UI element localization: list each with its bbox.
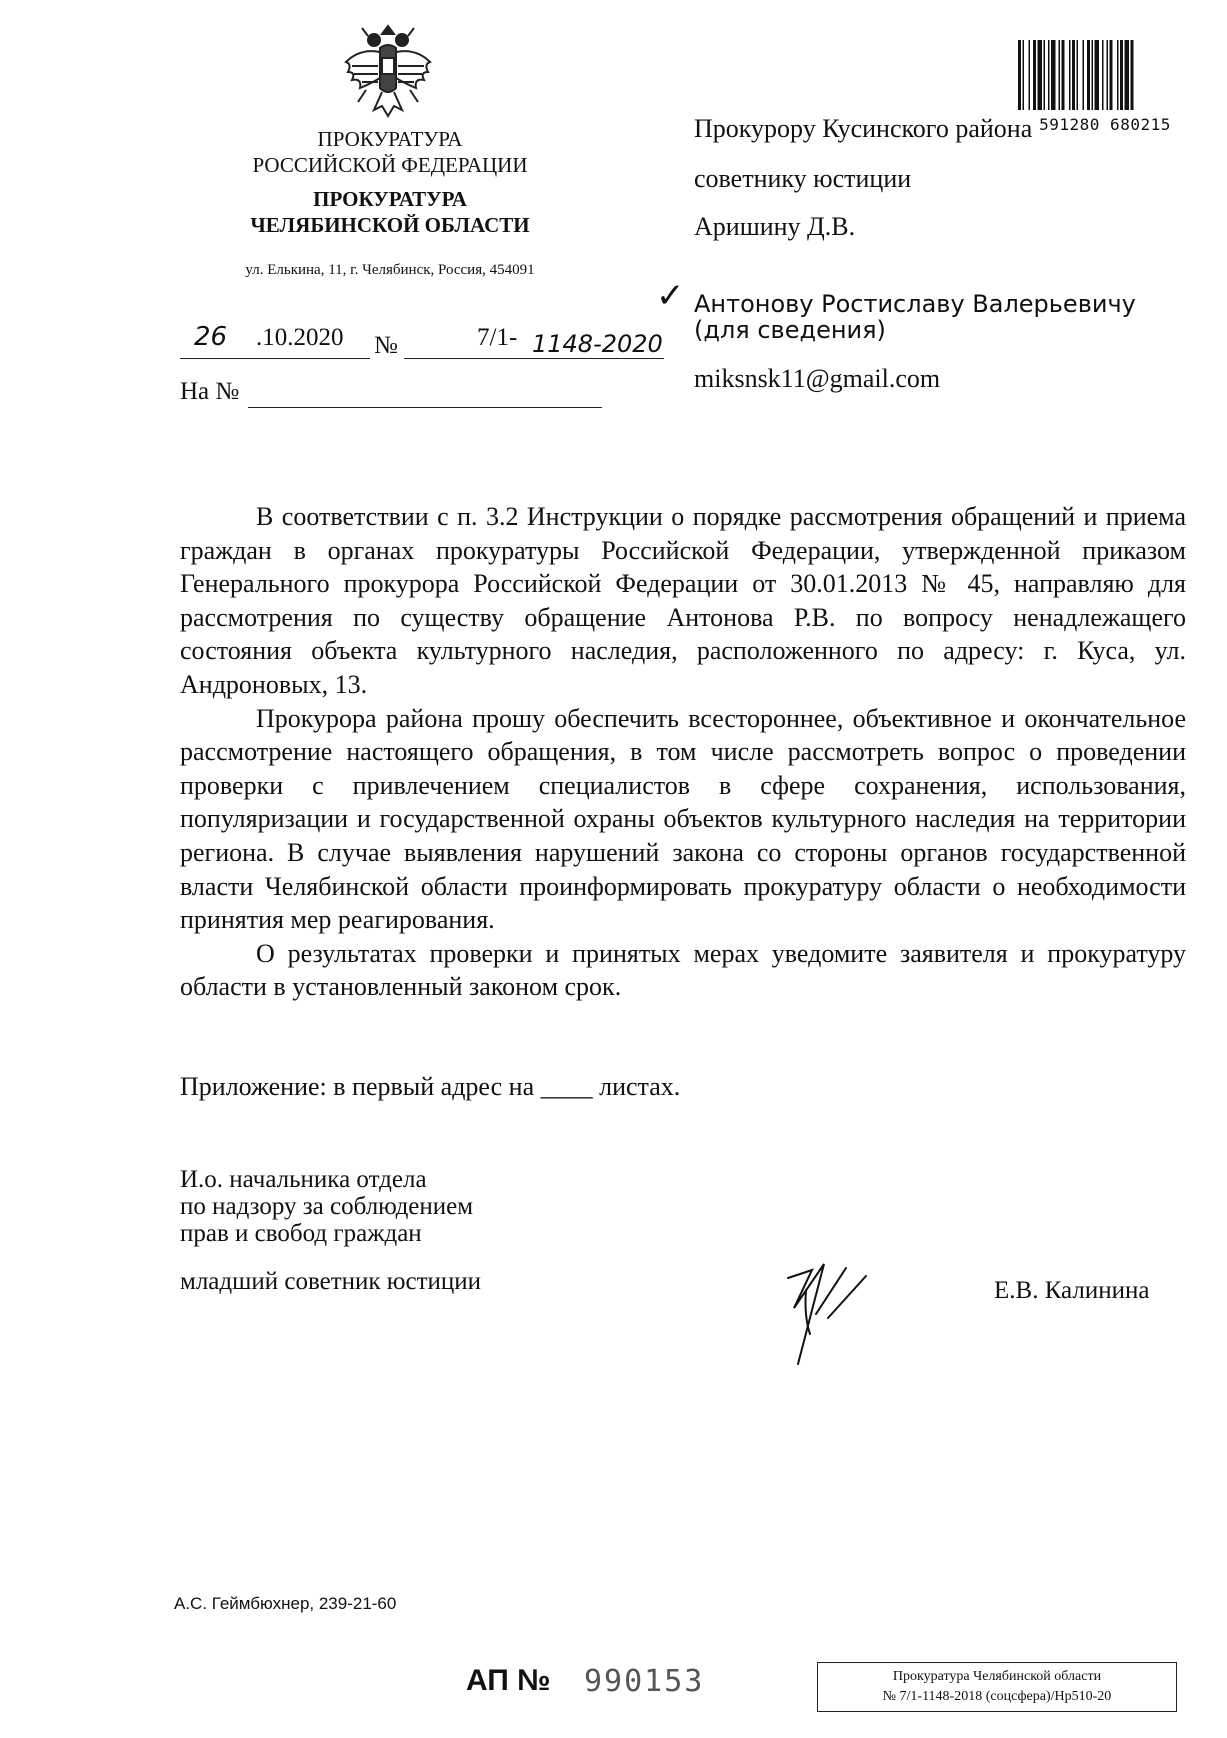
recipient-line-1: Прокурору Кусинского района [694, 114, 1033, 143]
body-paragraph-1: В соответствии с п. 3.2 Инструкции о порядке рассмотрения обращений и приема граждан в органах прокуратуры Российской Федерации, утвержденной приказом Генерального прокурора Российской Федерации от 30.01.2013 № 45, направляю для рассмотрения по существу обращение Антонова Р.В. по вопросу ненадлежащего состояния объекта культурного наследия, расположенного по адресу: г. Куса, ул. Андроновых, 13. [180, 502, 1186, 699]
body-paragraph-3: О результатах проверки и принятых мерах уведомите заявителя и прокуратуру области в установленный законом срок. [180, 938, 1186, 1002]
barcode-bar [1110, 40, 1113, 110]
suborg-name-line1: ПРОКУРАТУРА [313, 187, 467, 211]
recipient-line-5: (для сведения) [694, 316, 886, 344]
letter-body [180, 500, 1186, 1004]
registration-line2: № 7/1-1148-2018 (соцсфера)/Нр510-20 [882, 1689, 1112, 1704]
suborg-name [190, 186, 590, 238]
ap-number: 990153 [584, 1664, 705, 1699]
suborg-name-line2: ЧЕЛЯБИНСКОЙ ОБЛАСТИ [250, 213, 530, 237]
barcode-bar [1117, 40, 1119, 110]
barcode-bar [1048, 40, 1050, 110]
barcode-bar [1077, 40, 1079, 110]
barcode [1016, 38, 1194, 134]
number-handwritten: 1148-2020 [532, 330, 663, 358]
number-label: № [374, 332, 398, 359]
barcode-bar [1062, 40, 1065, 110]
barcode-bar [1033, 40, 1036, 110]
barcode-bar [1125, 40, 1130, 110]
recipient-line-2: советнику юстиции [694, 164, 912, 193]
date-underline [180, 358, 370, 359]
signatory-title-line2: по надзору за соблюдением [180, 1193, 474, 1220]
in-reply-underline [248, 407, 602, 408]
coat-of-arms-icon [338, 18, 438, 124]
registration-stamp [817, 1662, 1177, 1712]
registration-line1: Прокуратура Челябинской области [892, 1669, 1102, 1684]
date-month-year: .10.2020 [256, 324, 344, 351]
barcode-bar [1095, 40, 1100, 110]
ap-label: АП № [466, 1664, 551, 1697]
barcode-number: 591280 680215 [1039, 115, 1171, 134]
number-underline [404, 358, 664, 359]
barcode-bar [1107, 40, 1109, 110]
org-address: ул. Елькина, 11, г. Челябинск, Россия, 454091 [245, 262, 535, 278]
date-day: 26 [194, 322, 228, 352]
org-name-line1: ПРОКУРАТУРА [317, 127, 463, 151]
barcode-bar [1044, 40, 1046, 110]
signatory-title [180, 1166, 473, 1247]
barcode-bar [1083, 40, 1085, 110]
recipient-line-3: Аришину Д.В. [694, 212, 856, 241]
attachment-note: Приложение: в первый адрес на ____ листах. [180, 1072, 681, 1101]
body-paragraph-2: Прокурора района прошу обеспечить всестороннее, объективное и окончательное рассмотрение настоящего обращения, в том числе рассмотреть вопрос о проведении проверки с привлечением специалистов в сфере сохранения, использования, популяризации и государственной охраны объектов культурного наследия на территории региона. В случае выявления нарушений закона со стороны органов государственной власти Челябинской области проинформировать прокуратуру области о необходимости принятия мер реагирования. [180, 703, 1186, 935]
barcode-bar [1102, 40, 1104, 110]
handwritten-signature [776, 1254, 886, 1379]
reference-row [180, 322, 680, 362]
barcode-bar [1092, 40, 1094, 110]
signatory-name: Е.В. Калинина [994, 1277, 1150, 1304]
barcode-bar [1023, 40, 1025, 110]
signatory-title-line1: И.о. начальника отдела [180, 1166, 427, 1193]
signatory-rank: младший советник юстиции [180, 1268, 482, 1295]
check-mark-icon: ✓ [656, 276, 685, 316]
org-name-line2: РОССИЙСКОЙ ФЕДЕРАЦИИ [252, 153, 528, 177]
barcode-bar [1051, 40, 1056, 110]
barcode-bar [1069, 40, 1071, 110]
in-reply-label: На № [180, 378, 240, 405]
barcode-bar [1131, 40, 1134, 110]
barcode-bar [1087, 40, 1090, 110]
recipient-line-4: Антонову Ростиславу Валерьевичу [694, 290, 1136, 318]
recipient-email: miksnsk11@gmail.com [694, 364, 941, 393]
executor-info: А.С. Геймбюхнер, 239-21-60 [174, 1594, 397, 1613]
barcode-bar [1072, 40, 1075, 110]
barcode-bar [1059, 40, 1061, 110]
barcode-bars [1016, 38, 1194, 114]
number-printed: 7/1- [477, 324, 518, 351]
barcode-bar [1038, 40, 1043, 110]
org-name [190, 126, 590, 178]
barcode-bar [1120, 40, 1123, 110]
barcode-bar [1029, 40, 1031, 110]
barcode-bar [1018, 40, 1021, 110]
signatory-title-line3: прав и свобод граждан [180, 1220, 422, 1247]
